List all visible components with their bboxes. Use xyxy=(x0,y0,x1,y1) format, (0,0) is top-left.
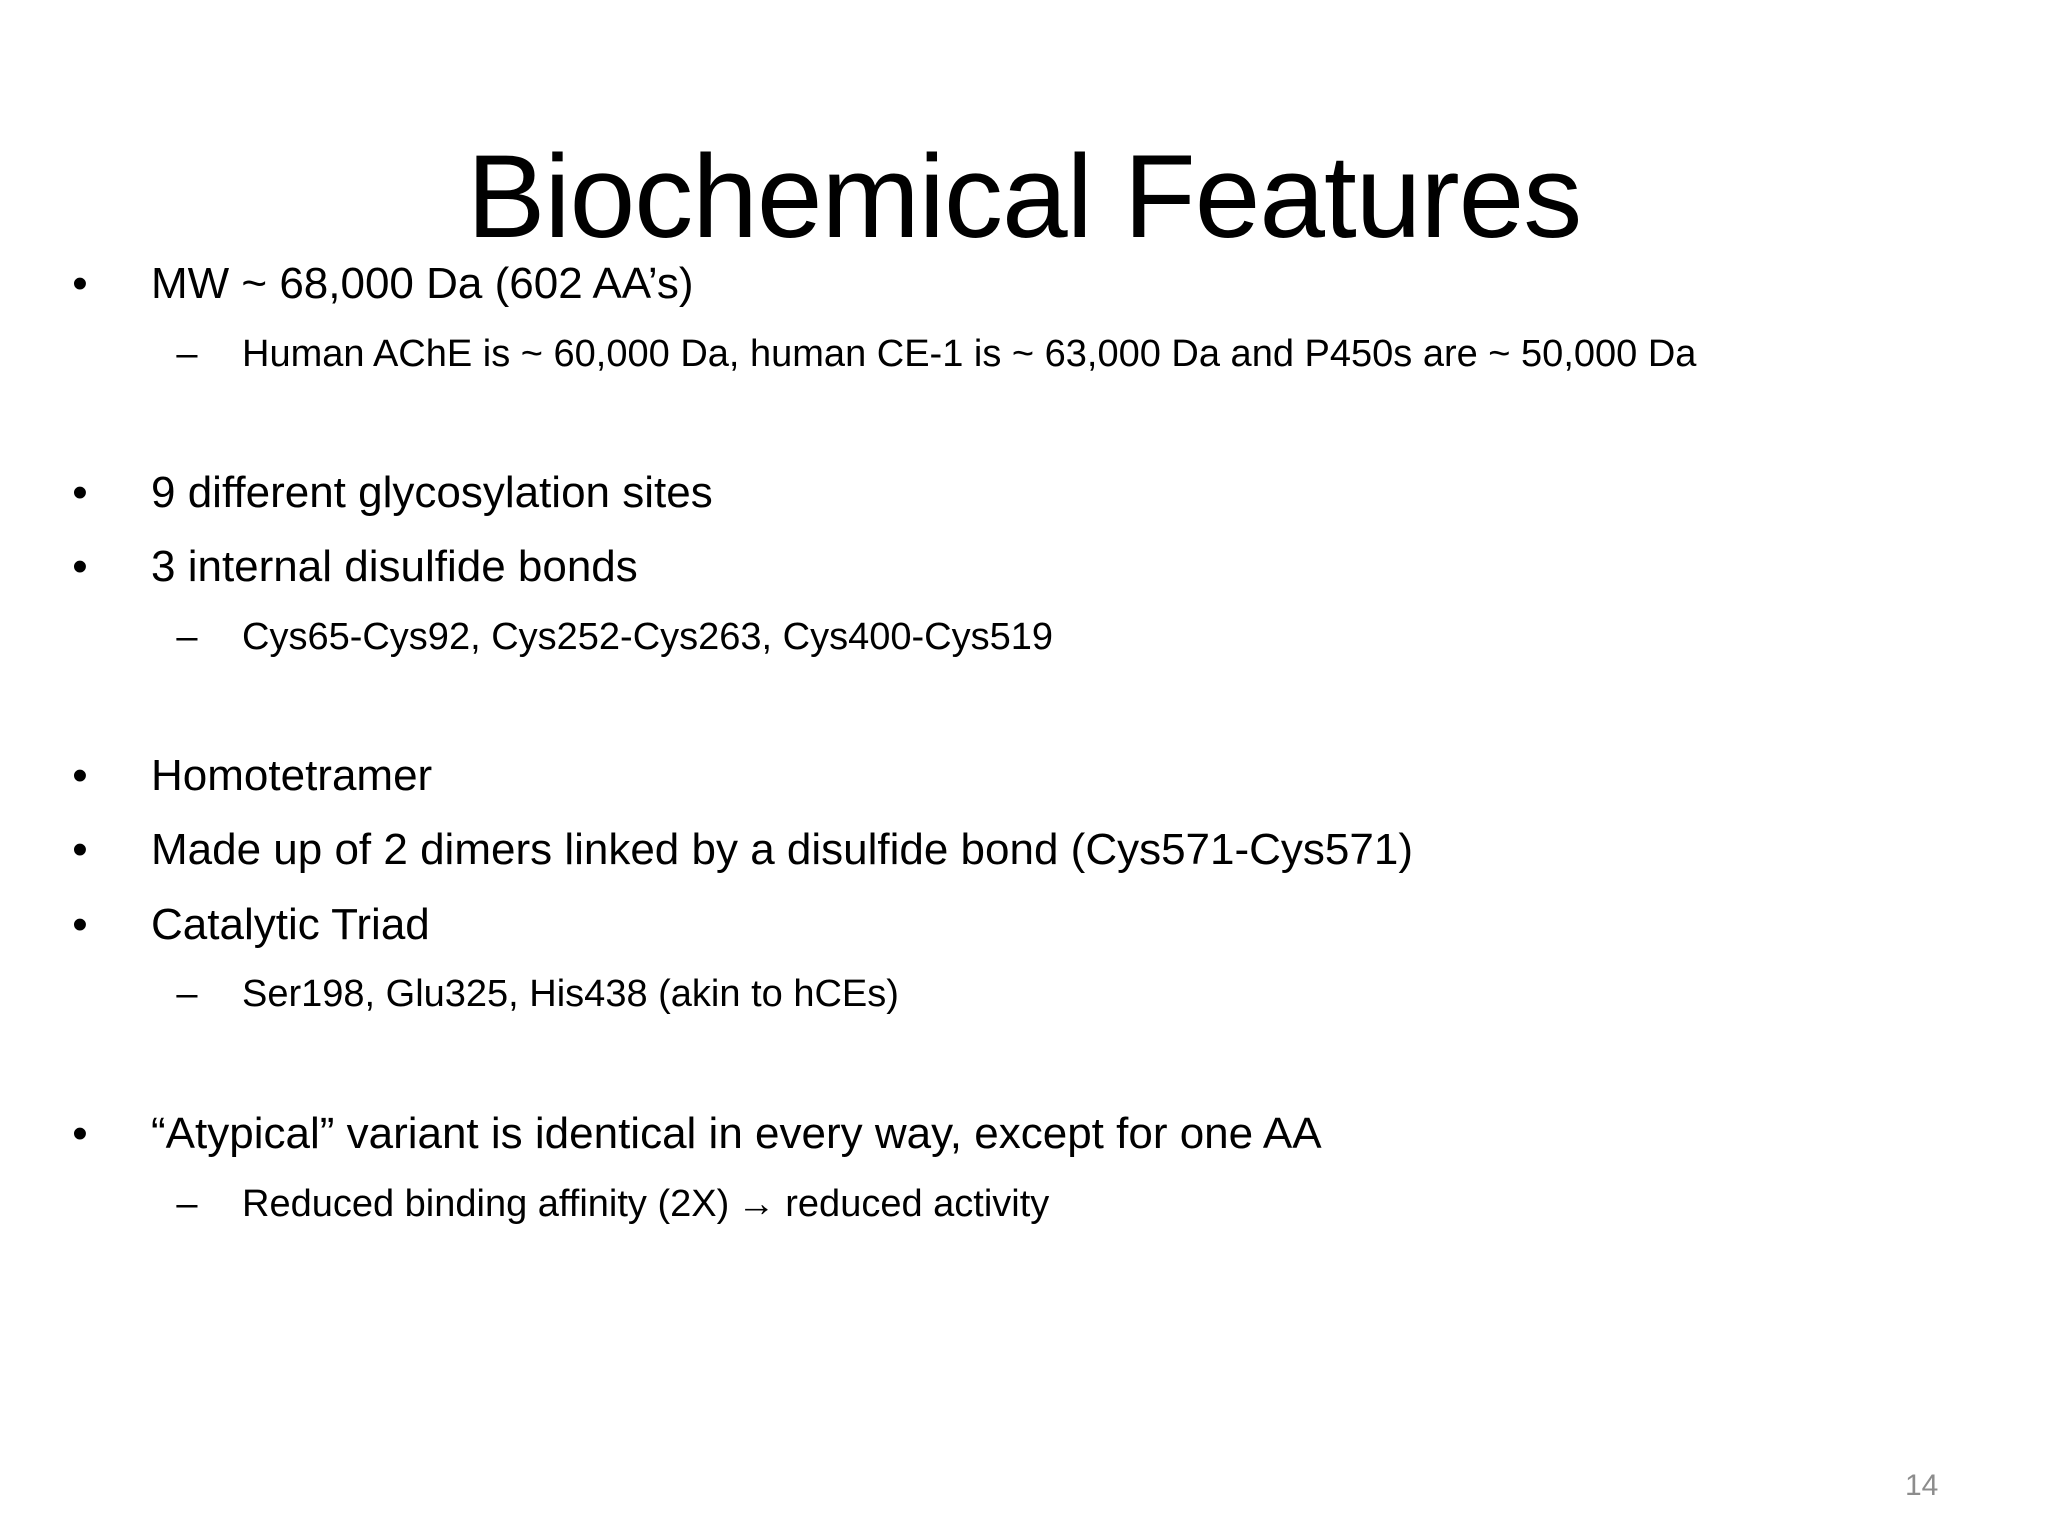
arrow-right-icon: → xyxy=(737,1183,776,1225)
bullet-text: Made up of 2 dimers linked by a disulfide bond (Cys571-Cys571) xyxy=(151,825,1413,874)
sub-bullet-text: Ser198, Glu325, His438 (akin to hCEs) xyxy=(242,973,899,1015)
bullet-text: 9 different glycosylation sites xyxy=(151,468,713,517)
dash-icon: – xyxy=(176,973,198,1015)
bullet-icon: • xyxy=(72,259,88,308)
bullet-text: 3 internal disulfide bonds xyxy=(151,542,638,591)
sub-bullet-text-before: Reduced binding affinity (2X) xyxy=(242,1183,730,1225)
bullet-icon: • xyxy=(72,468,88,517)
bullet-icon: • xyxy=(72,542,88,591)
bullet-text: Homotetramer xyxy=(151,751,433,800)
bullet-icon: • xyxy=(72,751,88,800)
bullet-text: “Atypical” variant is identical in every way, except for one AA xyxy=(151,1109,1322,1158)
bullet-icon: • xyxy=(72,900,88,949)
dash-icon: – xyxy=(176,616,198,658)
bullet-icon: • xyxy=(72,1109,88,1158)
bullet-icon: • xyxy=(72,825,88,874)
sub-bullet-text: Cys65-Cys92, Cys252-Cys263, Cys400-Cys519 xyxy=(242,616,1053,658)
dash-icon: – xyxy=(176,333,198,375)
bullet-text: MW ~ 68,000 Da (602 AA’s) xyxy=(151,259,694,308)
sub-bullet-text-after: reduced activity xyxy=(785,1183,1050,1225)
dash-icon: – xyxy=(176,1183,198,1225)
slide-title: Biochemical Features xyxy=(466,131,1582,263)
sub-bullet-text: Human AChE is ~ 60,000 Da, human CE-1 is ~ 63,000 Da and P450s are ~ 50,000 Da xyxy=(242,333,1697,375)
bullet-text: Catalytic Triad xyxy=(151,900,430,949)
page-number: 14 xyxy=(1905,1469,1939,1502)
sub-bullet-text xyxy=(242,1181,1049,1227)
